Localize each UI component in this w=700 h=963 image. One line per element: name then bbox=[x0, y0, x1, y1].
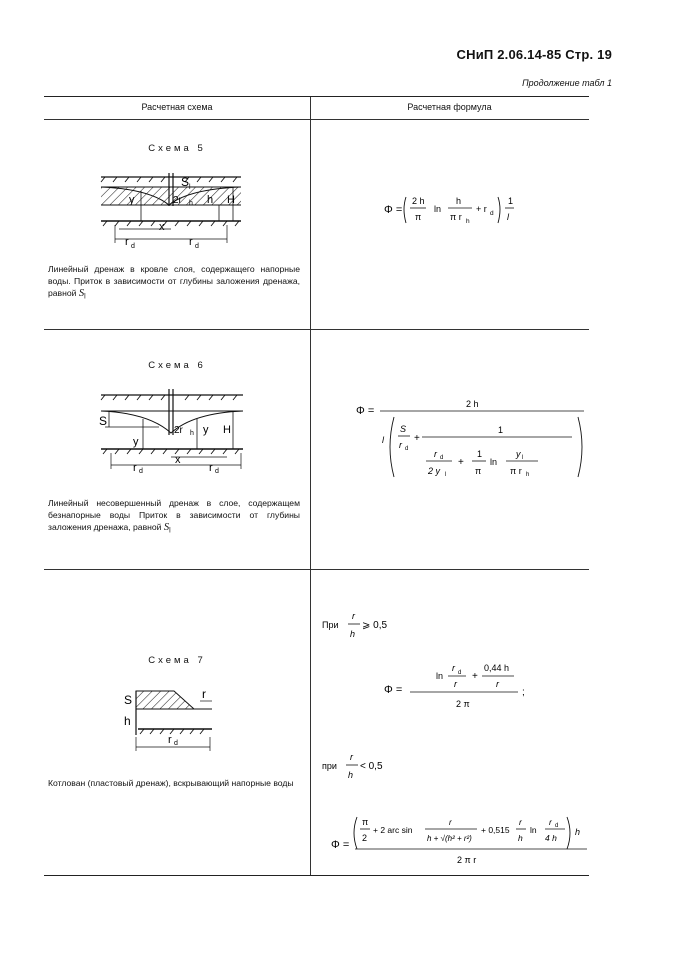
svg-text:+: + bbox=[472, 671, 478, 682]
svg-text:При: При bbox=[322, 620, 339, 630]
svg-text:S: S bbox=[400, 424, 407, 434]
svg-text:r: r bbox=[519, 817, 522, 827]
scheme-5-title: Схема 5 bbox=[148, 143, 206, 154]
svg-text:r: r bbox=[352, 611, 355, 621]
row-divider bbox=[44, 329, 589, 330]
scheme-5-label-h-total: H bbox=[227, 194, 235, 206]
row-divider bbox=[44, 569, 589, 570]
svg-text:r: r bbox=[496, 679, 499, 689]
svg-text:2 π: 2 π bbox=[456, 699, 470, 709]
svg-text:r: r bbox=[454, 679, 457, 689]
scheme-5-description: Линейный дренаж в кровле слоя, содержащего напорные воды. Приток в зависимости от глубины заложения дренажа, равной $S_l$ bbox=[48, 264, 300, 301]
svg-text:h: h bbox=[350, 629, 356, 639]
scheme-6-diagram bbox=[99, 389, 299, 474]
scheme-5-formula bbox=[384, 189, 584, 231]
svg-text:1: 1 bbox=[508, 196, 514, 206]
scheme-7-condition-2 bbox=[322, 748, 442, 788]
scheme-5-label-x: x bbox=[159, 221, 165, 233]
scheme-6-label-s: S bbox=[99, 414, 108, 428]
svg-text:+ 2 arc sin: + 2 arc sin bbox=[373, 825, 413, 835]
scheme-5-label-h: h bbox=[207, 194, 214, 206]
calculation-table bbox=[44, 96, 589, 876]
scheme-5-label-rd-right: r bbox=[189, 236, 193, 248]
scheme-5-label-2r-sub: h bbox=[189, 200, 193, 207]
svg-text:l: l bbox=[382, 435, 384, 445]
svg-text:π r: π r bbox=[450, 212, 462, 222]
svg-text:h: h bbox=[575, 827, 581, 837]
svg-text:+: + bbox=[414, 433, 420, 444]
svg-text:r: r bbox=[449, 818, 452, 827]
column-header-formula: Расчетная формула bbox=[407, 102, 492, 112]
svg-text:h: h bbox=[348, 770, 354, 780]
scheme-6-formula bbox=[356, 397, 586, 487]
scheme-7-formula-2 bbox=[331, 813, 589, 875]
table-continuation-note: Продолжение табл 1 bbox=[522, 78, 612, 88]
scheme-5-label-y: y bbox=[129, 194, 135, 206]
svg-text:r: r bbox=[350, 752, 353, 762]
svg-text:h: h bbox=[466, 218, 470, 225]
svg-text:l: l bbox=[507, 212, 509, 222]
svg-text:d: d bbox=[490, 210, 494, 217]
svg-text:ln: ln bbox=[434, 204, 442, 214]
scheme-7-formula-1 bbox=[384, 661, 584, 721]
scheme-7-condition-1 bbox=[322, 607, 442, 647]
svg-text:+ r: + r bbox=[476, 204, 487, 214]
scheme-5-label-rd-left-sub: d bbox=[131, 243, 135, 250]
svg-text:2 π r: 2 π r bbox=[457, 855, 477, 865]
svg-text:при: при bbox=[322, 761, 337, 771]
svg-text:ln: ln bbox=[436, 671, 444, 681]
svg-text:h + √(h² + r²): h + √(h² + r²) bbox=[427, 834, 472, 843]
scheme-6-title: Схема 6 bbox=[148, 360, 206, 371]
scheme-6-label-rd-left-sub: d bbox=[139, 468, 143, 474]
scheme-6-label-x: x bbox=[175, 454, 181, 466]
svg-text:π r: π r bbox=[510, 466, 522, 476]
scheme-6-label-rd-left: r bbox=[133, 462, 137, 474]
svg-text:π: π bbox=[362, 817, 369, 827]
svg-text:2 h: 2 h bbox=[466, 399, 479, 409]
column-divider bbox=[310, 97, 311, 875]
svg-text:r: r bbox=[549, 817, 552, 827]
scheme-7-diagram bbox=[124, 685, 284, 755]
svg-text:l: l bbox=[522, 455, 524, 461]
svg-text:Φ =: Φ = bbox=[356, 405, 375, 417]
header-rule bbox=[44, 119, 589, 120]
scheme-6-label-rd-right: r bbox=[209, 462, 213, 474]
scheme-6-label-h-total: H bbox=[223, 424, 231, 436]
svg-text:;: ; bbox=[522, 687, 525, 698]
svg-text:y: y bbox=[516, 449, 521, 459]
scheme-7-label-h: h bbox=[124, 714, 131, 728]
svg-text:1: 1 bbox=[498, 425, 504, 435]
svg-text:0,44 h: 0,44 h bbox=[484, 663, 510, 673]
svg-text:d: d bbox=[405, 446, 409, 452]
svg-text:h: h bbox=[518, 833, 523, 843]
scheme-5-label-s-sub: l bbox=[189, 184, 191, 191]
scheme-6-label-2r: 2r bbox=[174, 425, 183, 436]
column-header-scheme: Расчетная схема bbox=[141, 102, 213, 112]
scheme-7-label-rd: r bbox=[168, 734, 172, 746]
scheme-5-label-rd-left: r bbox=[125, 236, 129, 248]
svg-text:d: d bbox=[458, 670, 462, 676]
scheme-7-title: Схема 7 bbox=[148, 655, 206, 666]
scheme-7-label-rd-sub: d bbox=[174, 740, 178, 747]
scheme-6-label-2r-sub: h bbox=[190, 430, 194, 437]
svg-text:4 h: 4 h bbox=[545, 833, 557, 843]
svg-text:d: d bbox=[440, 455, 444, 461]
scheme-5-diagram bbox=[99, 173, 299, 253]
svg-text:⩾ 0,5: ⩾ 0,5 bbox=[362, 620, 388, 631]
svg-text:1: 1 bbox=[477, 449, 483, 459]
svg-text:< 0,5: < 0,5 bbox=[360, 761, 383, 772]
svg-text:2: 2 bbox=[362, 833, 368, 843]
svg-text:π: π bbox=[475, 466, 482, 476]
svg-text:r: r bbox=[434, 449, 437, 459]
svg-text:π: π bbox=[415, 212, 422, 222]
scheme-6-label-rd-right-sub: d bbox=[215, 468, 219, 474]
scheme-6-label-y-right: y bbox=[203, 424, 209, 436]
scheme-5-label-rd-right-sub: d bbox=[195, 243, 199, 250]
svg-text:2 h: 2 h bbox=[412, 196, 425, 206]
page-header-code: СНиП 2.06.14-85 Стр. 19 bbox=[456, 47, 612, 62]
svg-text:ln: ln bbox=[490, 457, 498, 467]
scheme-6-description: Линейный несовершенный дренаж в слое, содержащем безнапорные воды Приток в зависимости от глубины заложения дренажа, равной $S_l$ bbox=[48, 498, 300, 535]
svg-text:ln: ln bbox=[530, 825, 537, 835]
scheme-5-label-s: S bbox=[181, 175, 190, 189]
scheme-5-label-2r: 2r bbox=[173, 195, 182, 206]
svg-text:l: l bbox=[445, 472, 447, 478]
svg-text:Φ =: Φ = bbox=[384, 204, 403, 216]
svg-text:r: r bbox=[399, 440, 402, 450]
svg-text:h: h bbox=[526, 472, 530, 478]
scheme-7-label-s: S bbox=[124, 693, 133, 707]
svg-text:+: + bbox=[458, 457, 464, 468]
svg-text:h: h bbox=[456, 196, 462, 206]
svg-text:Φ =: Φ = bbox=[331, 839, 350, 851]
svg-text:d: d bbox=[555, 823, 559, 829]
scheme-6-label-y-left: y bbox=[133, 436, 139, 448]
svg-text:r: r bbox=[452, 663, 455, 673]
svg-text:+ 0,515: + 0,515 bbox=[481, 825, 510, 835]
svg-text:2 y: 2 y bbox=[428, 466, 441, 476]
svg-text:Φ =: Φ = bbox=[384, 684, 403, 696]
scheme-7-description: Котлован (пластовый дренаж), вскрывающий напорные воды bbox=[48, 778, 294, 788]
scheme-7-label-r: r bbox=[202, 687, 206, 701]
